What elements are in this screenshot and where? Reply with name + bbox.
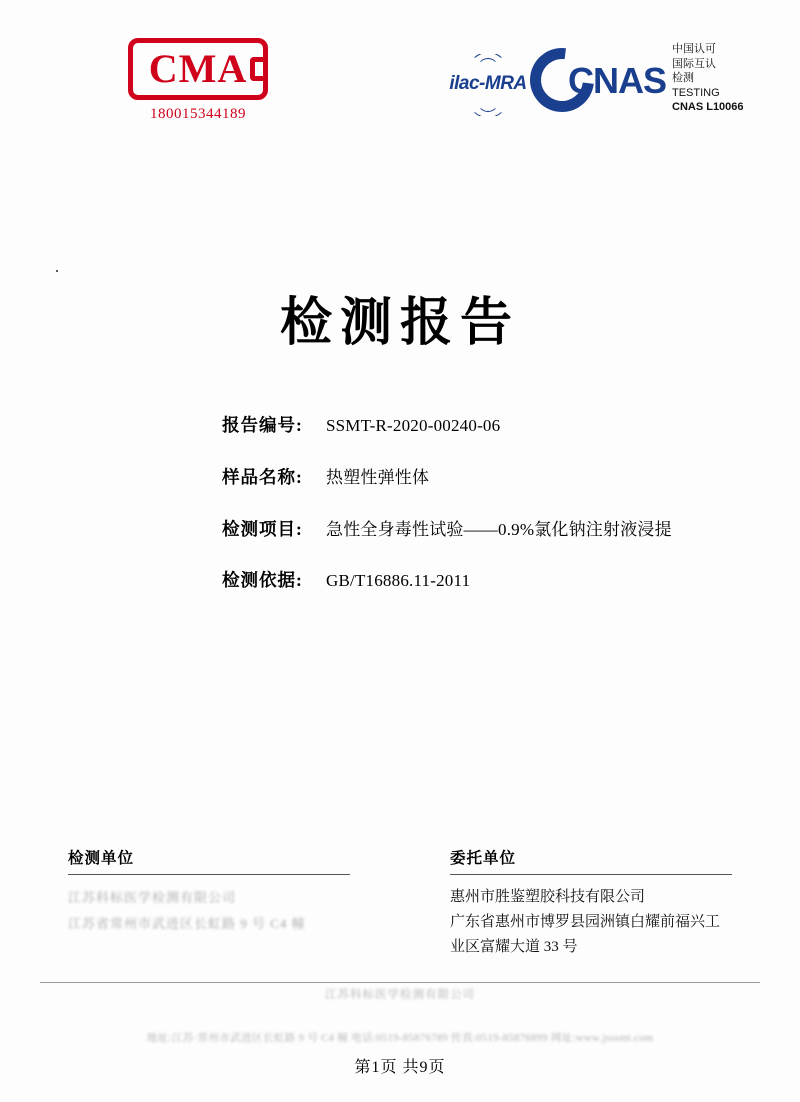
testing-unit-name: 江苏科标医学检测有限公司: [68, 890, 237, 905]
page-title: 检测报告: [279, 295, 520, 352]
cma-notch-shape: [250, 57, 266, 81]
cnas-line-2: 国际互认: [672, 57, 716, 70]
certification-marks-header: [0, 26, 800, 146]
cnas-line-5: CNAS L10066: [672, 101, 744, 113]
field-row-test-item: [222, 515, 742, 541]
footer-company-line: 江苏科标医学检测有限公司: [325, 989, 475, 1001]
cma-license-number: 180015344189: [150, 106, 246, 122]
cnas-icon: [528, 48, 668, 122]
ilac-mra-icon: [440, 54, 536, 116]
footer-divider: [40, 982, 760, 983]
client-unit-address-line-2: 业区富耀大道 33 号: [450, 939, 578, 955]
cnas-accreditation-text: [672, 42, 772, 115]
ilac-arcs-top: [453, 54, 523, 72]
scan-artifact-dot: [56, 270, 58, 272]
testing-unit-body: [68, 885, 350, 937]
client-unit-block: [450, 846, 732, 960]
cnas-line-3: 检测: [672, 72, 694, 84]
report-fields: [222, 412, 742, 618]
cnas-mark-block: [440, 28, 744, 138]
field-row-sample-name: [222, 463, 742, 489]
cnas-line-4: TESTING: [672, 86, 720, 99]
field-label-report-number: 报告编号:: [222, 415, 303, 435]
field-row-test-standard: [222, 567, 742, 592]
cnas-line-1: 中国认可: [672, 43, 716, 55]
cma-icon: [128, 38, 268, 100]
cma-mark-block: [123, 38, 273, 123]
page-indicator: 第1页 共9页: [354, 1059, 446, 1076]
footer-contact-line: 地址:江苏·常州市武进区长虹路 9 号 C4 幢 电话:0519-85876789 传真:0519-85876899 网址:www.jsssmt.com: [146, 1033, 654, 1044]
client-unit-body: [450, 885, 732, 960]
cnas-mark-text: CNAS: [568, 60, 667, 101]
field-row-report-number: [222, 412, 742, 437]
client-unit-address-line-1: 广东省惠州市博罗县园洲镇白耀前福兴工: [450, 914, 721, 930]
testing-unit-title: 检测单位: [68, 846, 350, 875]
field-label-test-item: 检测项目:: [222, 519, 303, 539]
cma-mark-text: CMA: [148, 46, 248, 91]
ilac-arcs-bottom: [453, 98, 523, 116]
field-value-test-standard: GB/T16886.11-2011: [326, 571, 471, 590]
field-label-sample-name: 样品名称:: [222, 467, 303, 487]
field-value-report-number: SSMT-R-2020-00240-06: [326, 416, 501, 435]
field-label-test-standard: 检测依据:: [222, 570, 303, 590]
testing-unit-block: [68, 846, 350, 937]
client-unit-name: 惠州市胜鉴塑胶科技有限公司: [450, 889, 646, 905]
field-value-sample-name: 热塑性弹性体: [326, 468, 430, 487]
field-value-test-item: 急性全身毒性试验——0.9%氯化钠注射液浸提: [326, 520, 672, 539]
client-unit-title: 委托单位: [450, 846, 732, 875]
testing-unit-address: 江苏省常州市武进区长虹路 9 号 C4 幢: [68, 916, 306, 931]
units-section: [0, 846, 800, 966]
ilac-mark-text: ilac-MRA: [449, 73, 527, 94]
